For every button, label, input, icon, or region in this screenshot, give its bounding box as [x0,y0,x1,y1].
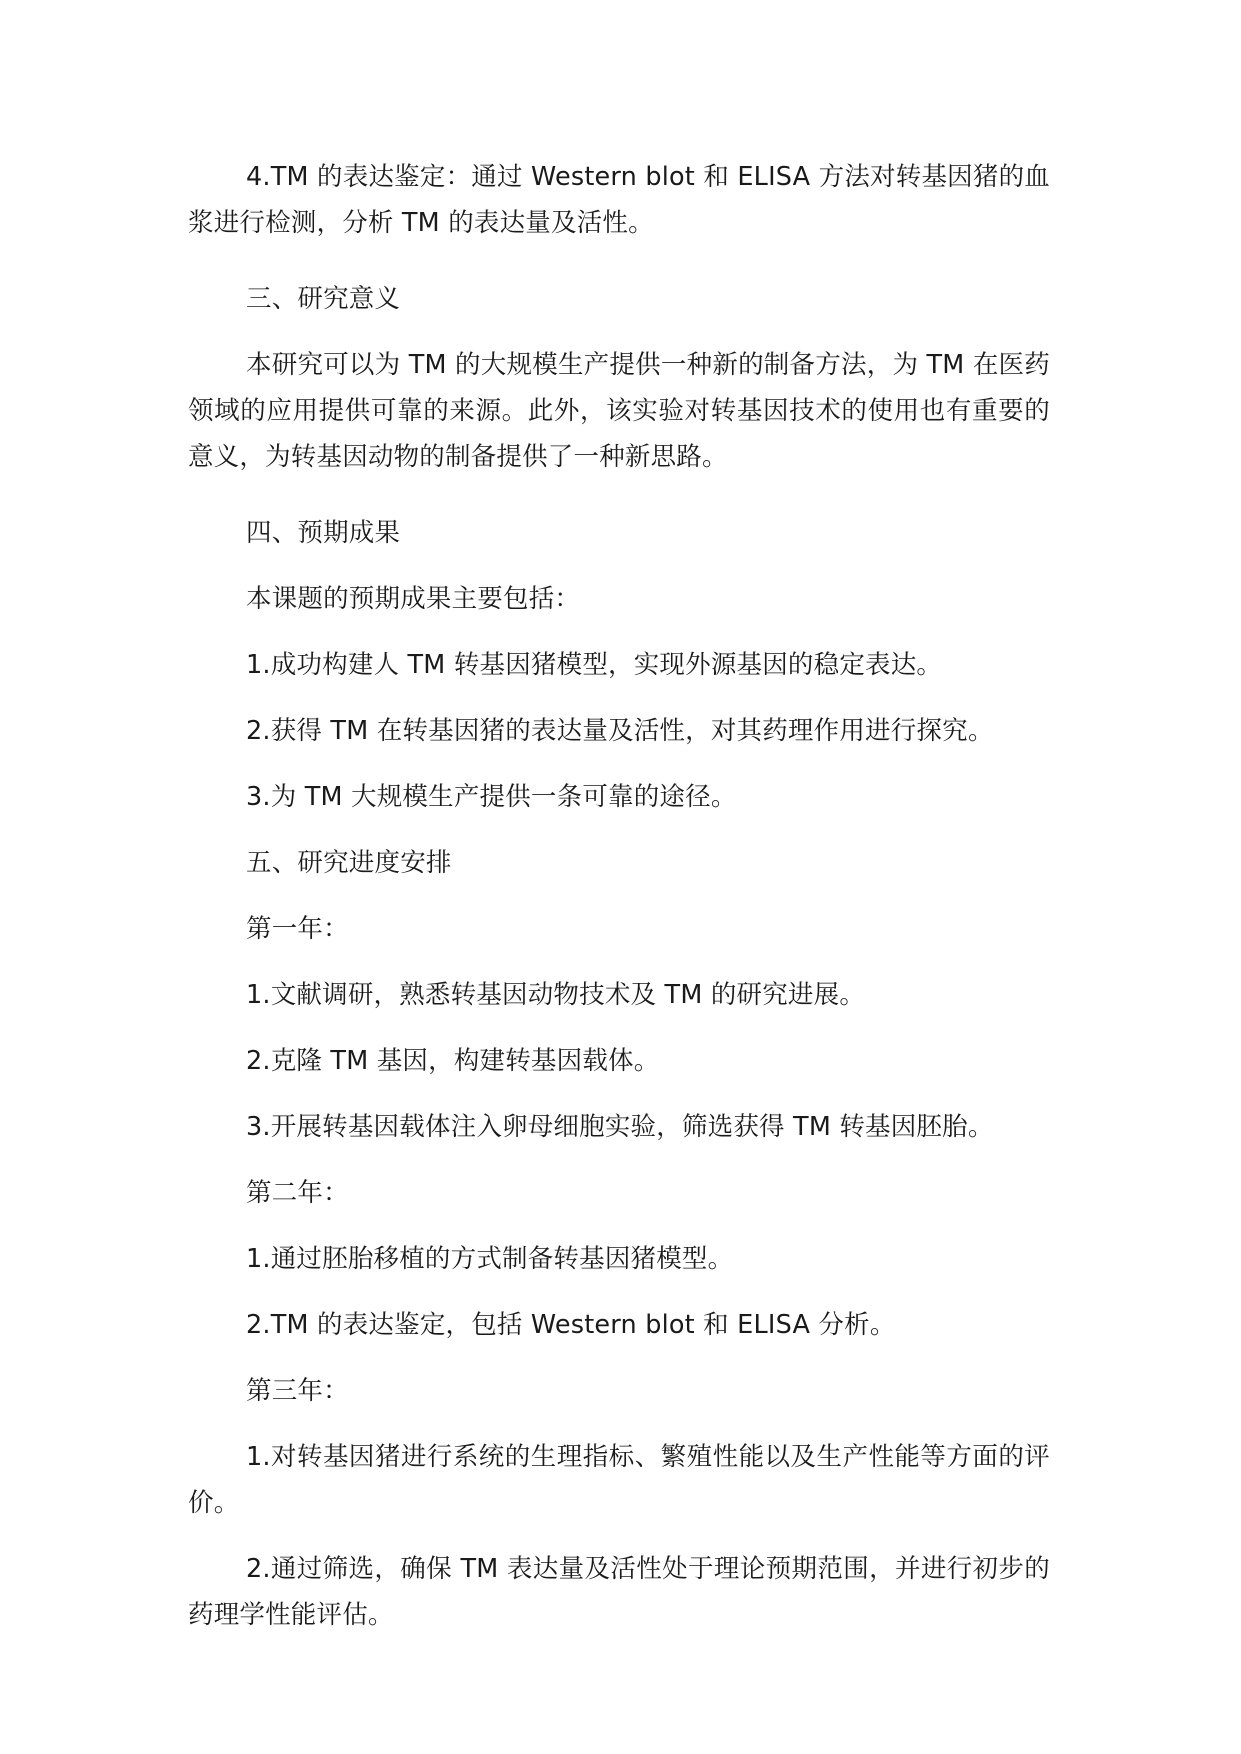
schedule-year-1-label: 第一年： [246,914,349,944]
schedule-year-1-item-1: 1.文献调研，熟悉转基因动物技术及 TM 的研究进展。 [246,980,866,1010]
schedule-year-1-item-2: 2.克隆 TM 基因，构建转基因载体。 [246,1046,660,1076]
document-page [188,154,1050,1658]
paragraph-research-significance: 本研究可以为 TM 的大规模生产提供一种新的制备方法，为 TM 在医药领域的应用提供可靠的来源。此外，该实验对转基因技术的使用也有重要的意义，为转基因动物的制备提供了一种新思路。 [188,350,1050,472]
heading-research-significance: 三、研究意义 [246,284,401,314]
schedule-year-2-label: 第二年： [246,1178,349,1208]
schedule-year-2-item-2: 2.TM 的表达鉴定，包括 Western blot 和 ELISA 分析。 [246,1310,896,1340]
list-item-expected-3: 3.为 TM 大规模生产提供一条可靠的途径。 [246,782,737,812]
schedule-year-3-item-1: 1.对转基因猪进行系统的生理指标、繁殖性能以及生产性能等方面的评价。 [188,1442,1050,1518]
schedule-year-1-item-3: 3.开展转基因载体注入卵母细胞实验，筛选获得 TM 转基因胚胎。 [246,1112,994,1142]
paragraph-tm-expression-identification: 4.TM 的表达鉴定：通过 Western blot 和 ELISA 方法对转基因猪的血浆进行检测，分析 TM 的表达量及活性。 [188,162,1050,238]
schedule-year-3-label: 第三年： [246,1376,349,1406]
schedule-year-3-item-2: 2.通过筛选，确保 TM 表达量及活性处于理论预期范围，并进行初步的药理学性能评估。 [188,1554,1050,1630]
list-item-expected-2: 2.获得 TM 在转基因猪的表达量及活性，对其药理作用进行探究。 [246,716,994,746]
heading-expected-results: 四、预期成果 [246,518,401,548]
schedule-year-2-item-1: 1.通过胚胎移植的方式制备转基因猪模型。 [246,1244,734,1274]
paragraph-expected-results-intro: 本课题的预期成果主要包括： [246,584,581,614]
heading-research-schedule: 五、研究进度安排 [246,848,452,878]
list-item-expected-1: 1.成功构建人 TM 转基因猪模型，实现外源基因的稳定表达。 [246,650,943,680]
